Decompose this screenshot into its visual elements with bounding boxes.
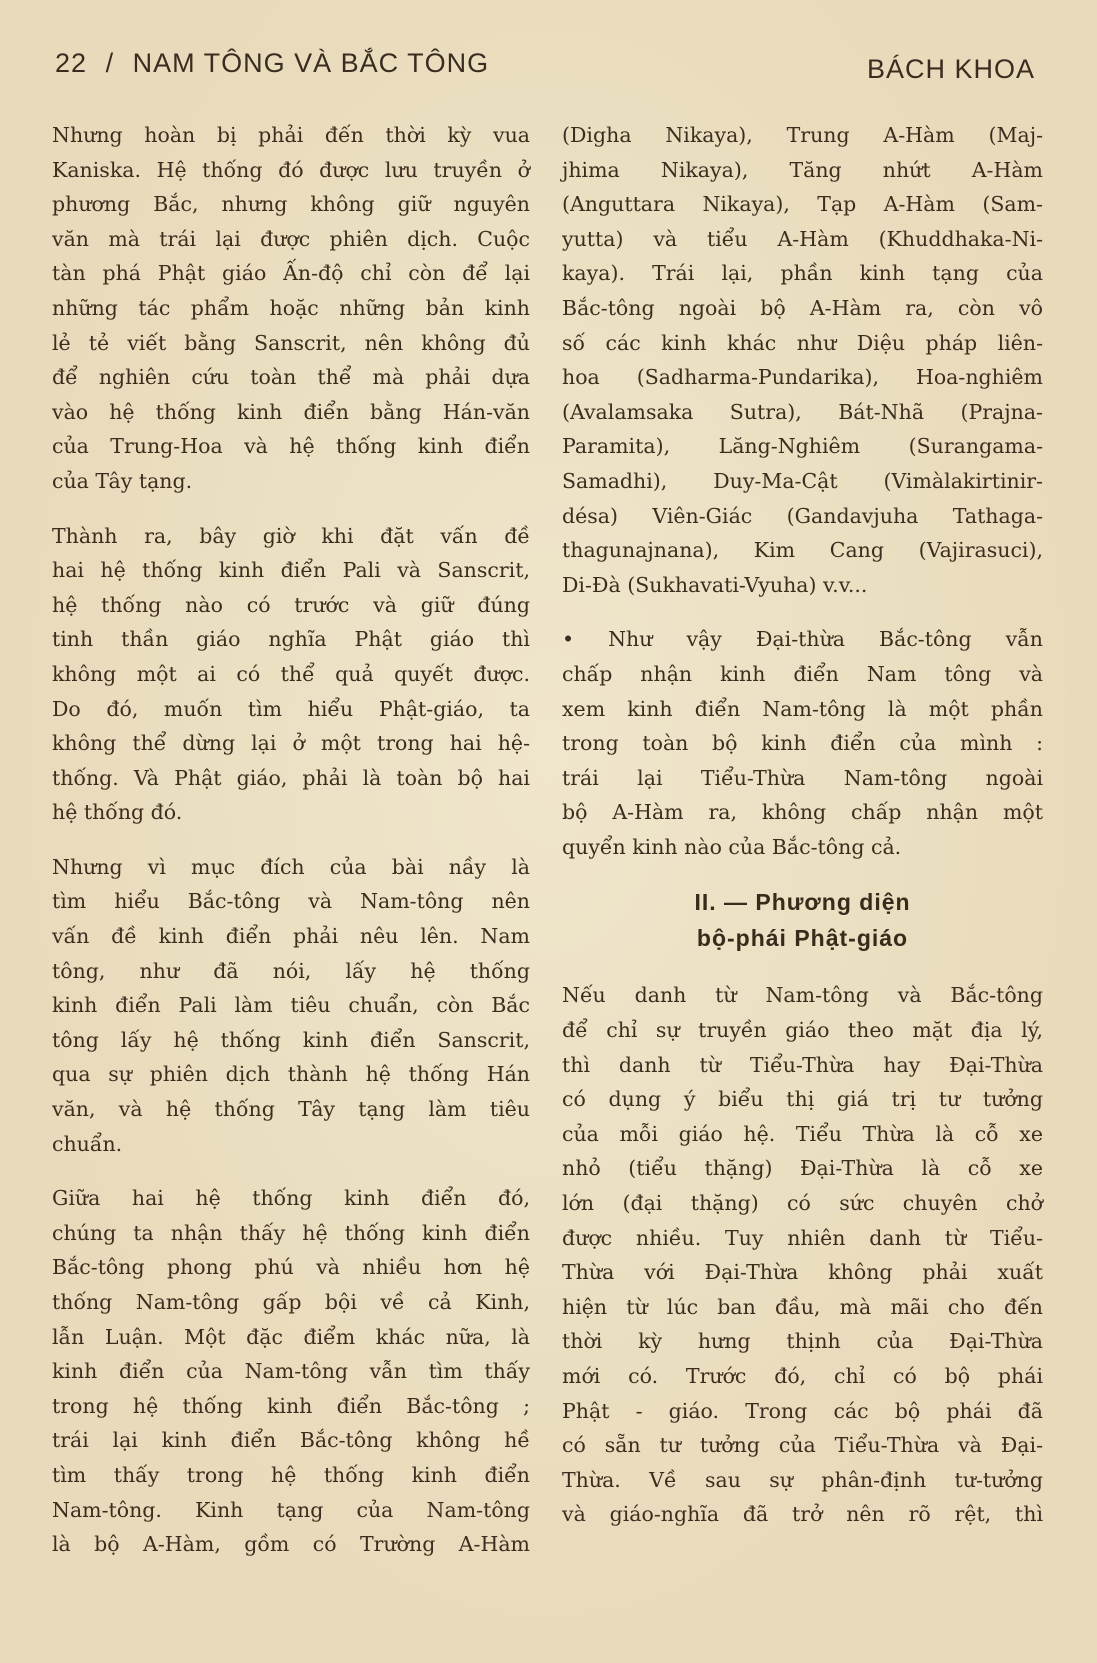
text-line: Nhưng vì mục đích của bài nầy là: [52, 854, 530, 879]
text-line: tông lấy hệ thống kinh điển Sanscrit,: [52, 1027, 530, 1052]
text-line: Thành ra, bây giờ khi đặt vấn đề: [52, 523, 530, 548]
page-number: 22: [55, 48, 88, 78]
text-line: II. — Phương diện: [694, 889, 911, 916]
text-line: nhỏ (tiểu thặng) Đại-Thừa là cỗ xe: [562, 1156, 1043, 1181]
text-line: Paramita), Lăng-Nghiêm (Surangama-: [562, 434, 1043, 459]
section-heading: [562, 884, 1043, 956]
text-line: Samadhi), Duy-Ma-Cật (Vimàlakirtinir-: [562, 468, 1043, 493]
right-column: [562, 118, 1043, 1552]
text-line: của Trung-Hoa và hệ thống kinh điển: [52, 434, 530, 459]
text-line: Thừa. Về sau sự phân-định tư-tưởng: [562, 1467, 1043, 1492]
text-line: Giữa hai hệ thống kinh điển đó,: [52, 1186, 530, 1211]
text-line: Bắc-tông phong phú và nhiều hơn hệ: [52, 1255, 530, 1280]
publication-name: BÁCH KHOA: [866, 54, 1035, 84]
text-line: hai hệ thống kinh điển Pali và Sanscrit,: [52, 558, 530, 583]
text-line: văn mà trái lại được phiên dịch. Cuộc: [52, 226, 530, 251]
text-line: désa) Viên-Giác (Gandavjuha Tathaga-: [562, 503, 1043, 528]
paragraph: [52, 519, 530, 830]
text-line: phương Bắc, nhưng không giữ nguyên: [52, 192, 530, 217]
text-line: (Digha Nikaya), Trung A-Hàm (Maj-: [562, 123, 1043, 147]
text-line: và giáo-nghĩa đã trở nên rõ rệt, thì: [562, 1502, 1043, 1527]
text-line: hệ thống nào có trước và giữ đúng: [52, 592, 530, 617]
text-line: trong toàn bộ kinh điển của mình :: [562, 731, 1043, 756]
text-line: Nam-tông. Kinh tạng của Nam-tông: [52, 1497, 530, 1522]
text-line: Nhưng hoàn bị phải đến thời kỳ vua: [52, 123, 530, 147]
text-line: là bộ A-Hàm, gồm có Trường A-Hàm: [52, 1532, 530, 1557]
text-line: có sẵn tư tưởng của Tiểu-Thừa và Đại-: [562, 1433, 1043, 1458]
text-line: bộ A-Hàm ra, không chấp nhận một: [562, 800, 1043, 825]
text-line: Nếu danh từ Nam-tông và Bắc-tông: [562, 983, 1043, 1008]
text-line: để nghiên cứu toàn thể mà phải dựa: [52, 365, 530, 390]
text-line: tông, như đã nói, lấy hệ thống: [52, 958, 530, 983]
text-line: lớn (đại thặng) có sức chuyên chở: [562, 1191, 1043, 1216]
text-line: có dụng ý biểu thị giá trị tư tưởng: [562, 1087, 1043, 1112]
text-line: • Như vậy Đại-thừa Bắc-tông vẫn: [562, 627, 1043, 652]
text-line: chấp nhận kinh điển Nam tông và: [562, 661, 1043, 686]
text-line: vấn đề kinh điển phải nêu lên. Nam: [52, 924, 530, 949]
text-line: bộ-phái Phật-giáo: [696, 925, 909, 952]
paragraph: [562, 622, 1043, 864]
text-line: tìm hiểu Bắc-tông và Nam-tông nên: [52, 889, 530, 914]
text-line: thagunajnana), Kim Cang (Vajirasuci),: [562, 538, 1043, 563]
section-title: NAM TÔNG VÀ BẮC TÔNG: [132, 48, 490, 78]
text-line: tinh thần giáo nghĩa Phật giáo thì: [52, 627, 530, 652]
text-line: trái lại kinh điển Bắc-tông không hề: [52, 1428, 530, 1453]
text-line: kinh điển của Nam-tông vẫn tìm thấy: [52, 1359, 530, 1384]
text-line: Di-Đà (Sukhavati-Vyuha) v.v...: [562, 572, 868, 597]
text-line: yutta) và tiểu A-Hàm (Khuddhaka-Ni-: [562, 226, 1043, 251]
text-line: jhima Nikaya), Tăng nhứt A-Hàm: [562, 157, 1043, 182]
text-line: để chỉ sự truyền giáo theo mặt địa lý,: [562, 1018, 1043, 1043]
text-line: trái lại Tiểu-Thừa Nam-tông ngoài: [562, 765, 1043, 790]
text-line: mới có. Trước đó, chỉ có bộ phái: [562, 1364, 1043, 1388]
text-line: những tác phẩm hoặc những bản kinh: [52, 295, 530, 320]
text-line: thời kỳ hưng thịnh của Đại-Thừa: [562, 1329, 1043, 1354]
paragraph: [52, 1181, 530, 1562]
text-line: Bắc-tông ngoài bộ A-Hàm ra, còn vô: [562, 295, 1043, 320]
text-line: của Tây tạng.: [52, 468, 193, 493]
text-line: hệ thống đó.: [52, 800, 183, 825]
text-line: lẻ tẻ viết bằng Sanscrit, nên không đủ: [52, 330, 530, 355]
text-line: hoa (Sadharma-Pundarika), Hoa-nghiêm: [562, 365, 1043, 390]
text-line: chúng ta nhận thấy hệ thống kinh điển: [52, 1220, 530, 1245]
page-header: [55, 48, 1035, 96]
text-line: chuẩn.: [52, 1131, 123, 1156]
text-line: Phật - giáo. Trong các bộ phái đã: [562, 1398, 1043, 1423]
text-line: được nhiều. Tuy nhiên danh từ Tiểu-: [562, 1225, 1043, 1250]
text-line: không một ai có thể quả quyết được.: [52, 661, 530, 686]
header-left: [55, 48, 489, 79]
text-line: lẫn Luận. Một đặc điểm khác nữa, là: [52, 1324, 530, 1349]
text-line: Do đó, muốn tìm hiểu Phật-giáo, ta: [52, 696, 530, 721]
text-line: quyển kinh nào của Bắc-tông cả.: [562, 834, 902, 859]
text-line: thì danh từ Tiểu-Thừa hay Đại-Thừa: [562, 1052, 1043, 1077]
paragraph: [562, 978, 1043, 1532]
text-line: thống Nam-tông gấp bội về cả Kinh,: [52, 1290, 530, 1314]
text-line: kaya). Trái lại, phần kinh tạng của: [562, 261, 1043, 286]
header-separator: /: [105, 48, 115, 78]
paragraph: [52, 850, 530, 1161]
text-line: vào hệ thống kinh điển bằng Hán-văn: [52, 399, 530, 424]
text-line: trong hệ thống kinh điển Bắc-tông ;: [52, 1393, 530, 1418]
text-line: số các kinh khác như Diệu pháp liên-: [562, 330, 1043, 355]
text-line: không thể dừng lại ở một trong hai hệ-: [52, 731, 530, 756]
text-line: (Anguttara Nikaya), Tạp A-Hàm (Sam-: [562, 192, 1043, 217]
text-line: xem kinh điển Nam-tông là một phần: [562, 696, 1043, 721]
paragraph: [562, 118, 1043, 602]
text-line: của mỗi giáo hệ. Tiểu Thừa là cỗ xe: [562, 1121, 1043, 1146]
text-line: tàn phá Phật giáo Ấn-độ chỉ còn để lại: [52, 261, 530, 286]
text-line: văn, và hệ thống Tây tạng làm tiêu: [52, 1097, 530, 1122]
text-line: Thừa với Đại-Thừa không phải xuất: [562, 1260, 1043, 1285]
text-line: Kaniska. Hệ thống đó được lưu truyền ở: [52, 157, 530, 182]
text-line: hiện từ lúc ban đầu, mà mãi cho đến: [562, 1294, 1043, 1319]
left-column: [52, 118, 530, 1582]
text-line: kinh điển Pali làm tiêu chuẩn, còn Bắc: [52, 993, 530, 1018]
paragraph: [52, 118, 530, 499]
text-line: qua sự phiên dịch thành hệ thống Hán: [52, 1062, 530, 1087]
text-line: (Avalamsaka Sutra), Bát-Nhã (Prajna-: [562, 399, 1043, 424]
text-line: tìm thấy trong hệ thống kinh điển: [52, 1462, 530, 1487]
text-line: thống. Và Phật giáo, phải là toàn bộ hai: [52, 765, 530, 790]
